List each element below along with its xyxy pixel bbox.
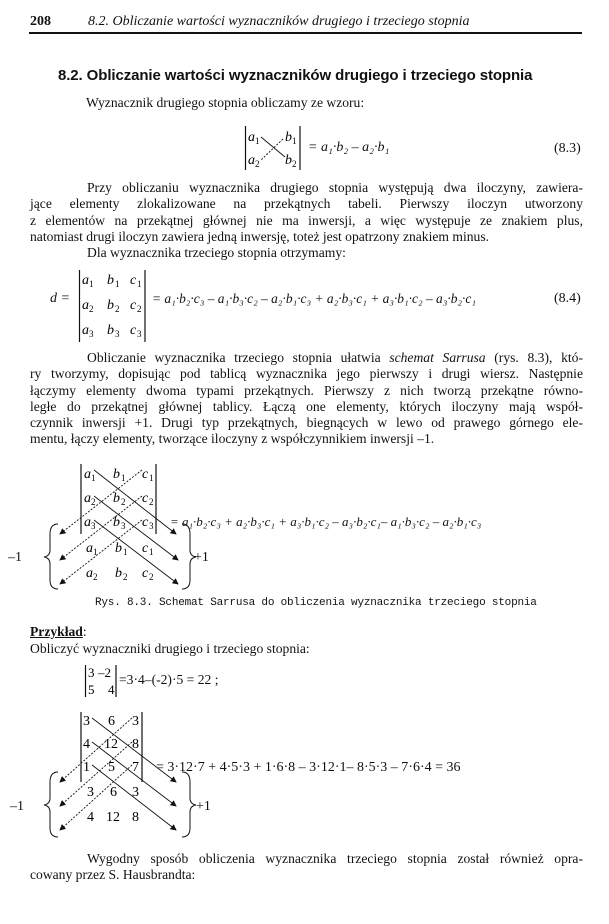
svg-text:5: 5 bbox=[88, 682, 95, 697]
svg-text:6: 6 bbox=[110, 785, 117, 800]
svg-text:1: 1 bbox=[149, 547, 154, 557]
eq-8-4-rhs: = a₁·b₂·c₃ – a₁·b₃·c₂ – a₂·b₁·c₃ + a₂·b₃·c₁ + a₃·b₁·c₂ – a₃·b₂·c₁ bbox=[152, 291, 476, 306]
svg-text:a: a bbox=[82, 298, 89, 313]
paragraph-1 bbox=[30, 180, 583, 261]
running-title: 8.2. Obliczanie wartości wyznaczników drugiego i trzeciego stopnia bbox=[88, 14, 470, 29]
sarrus-term: schemat Sarrusa bbox=[389, 350, 486, 365]
sarrus-plus-one-label: +1 bbox=[194, 550, 209, 565]
det3-formula-matrix bbox=[78, 268, 148, 344]
svg-text:2: 2 bbox=[149, 497, 154, 507]
section-title: 8.2. Obliczanie wartości wyznaczników drugiego i trzeciego stopnia bbox=[58, 67, 533, 84]
svg-text:3: 3 bbox=[121, 521, 126, 531]
svg-text:4: 4 bbox=[87, 810, 94, 825]
svg-text:b: b bbox=[115, 541, 122, 556]
svg-text:a: a bbox=[248, 130, 255, 145]
svg-text:3: 3 bbox=[115, 329, 120, 339]
closing-line: Wygodny sposób obliczenia wyznacznika trzeciego stopnia został również opra- bbox=[87, 851, 583, 866]
svg-text:8: 8 bbox=[132, 810, 139, 825]
paragraph-2-line: ległe do przekątnej głównej tablicy. Łączą one elementy, których iloczyny mają współ- bbox=[30, 398, 583, 414]
svg-text:2: 2 bbox=[93, 572, 98, 582]
svg-text:b: b bbox=[107, 298, 114, 313]
svg-text:4: 4 bbox=[83, 737, 90, 752]
svg-text:c: c bbox=[130, 323, 137, 338]
svg-text:2: 2 bbox=[149, 572, 154, 582]
svg-text:12: 12 bbox=[106, 810, 120, 825]
example-det3-result: = 3·12·7 + 4·5·3 + 1·6·8 – 3·12·1– 8·5·3 – 7·6·4 = 36 bbox=[156, 760, 461, 775]
svg-text:c: c bbox=[142, 491, 149, 506]
svg-text:a: a bbox=[82, 323, 89, 338]
paragraph-1-next: Dla wyznacznika trzeciego stopnia otrzymamy: bbox=[87, 245, 346, 261]
svg-text:4: 4 bbox=[108, 682, 115, 697]
svg-text:c: c bbox=[142, 467, 149, 482]
svg-text:a: a bbox=[82, 273, 89, 288]
example-prompt: Obliczyć wyznaczniki drugiego i trzeciego stopnia: bbox=[30, 641, 310, 656]
paragraph-2-line: łączymy elementy dwoma typami przekątnych. Pierwszy z nich tworzą przekątne równo- bbox=[30, 382, 583, 398]
svg-text:a: a bbox=[86, 566, 93, 581]
svg-text:b: b bbox=[285, 153, 292, 168]
svg-text:c: c bbox=[142, 515, 149, 530]
svg-text:1: 1 bbox=[115, 279, 120, 289]
svg-text:1: 1 bbox=[121, 473, 126, 483]
paragraph-1-line: Przy obliczaniu wyznacznika drugiego stopnia występują dwa iloczyny, zawiera- bbox=[87, 180, 583, 195]
sarrus-minus-one-label: –1 bbox=[8, 550, 22, 565]
svg-text:2: 2 bbox=[137, 304, 142, 314]
paragraph-1-line: z elementów na przekątnej głównej nie ma inwersji, a więc występuje ze znakiem plus, bbox=[30, 212, 583, 228]
svg-text:2: 2 bbox=[292, 159, 297, 169]
svg-text:7: 7 bbox=[132, 760, 139, 775]
svg-text:1: 1 bbox=[149, 473, 154, 483]
svg-text:–2: –2 bbox=[98, 665, 111, 680]
svg-text:2: 2 bbox=[115, 304, 120, 314]
page-number: 208 bbox=[30, 14, 51, 29]
svg-text:2: 2 bbox=[123, 572, 128, 582]
svg-text:a: a bbox=[86, 541, 93, 556]
svg-text:3: 3 bbox=[91, 521, 96, 531]
example-heading: Przykład: bbox=[30, 624, 87, 639]
svg-text:5: 5 bbox=[108, 760, 115, 775]
intro-text: Wyznacznik drugiego stopnia obliczamy ze wzoru: bbox=[86, 95, 365, 110]
svg-text:12: 12 bbox=[104, 737, 118, 752]
svg-text:3: 3 bbox=[89, 329, 94, 339]
svg-text:2: 2 bbox=[89, 304, 94, 314]
svg-text:1: 1 bbox=[93, 547, 98, 557]
paragraph-2-line: ry tworzymy, dopisując pod tablicą wyznacznika jego pierwszy i drugi wiersz. Następnie bbox=[30, 366, 583, 382]
svg-text:2: 2 bbox=[121, 497, 126, 507]
svg-text:1: 1 bbox=[83, 760, 90, 775]
eq-8-4-lhs: d = bbox=[50, 291, 70, 306]
svg-text:c: c bbox=[130, 298, 137, 313]
svg-text:6: 6 bbox=[108, 714, 115, 729]
svg-text:a: a bbox=[248, 153, 255, 168]
svg-text:3: 3 bbox=[132, 714, 139, 729]
svg-text:1: 1 bbox=[89, 279, 94, 289]
paragraph-1-line: natomiast drugi iloczyn zawiera jedną inwersję, toteż jest opatrzony znakiem minus. bbox=[30, 228, 490, 244]
paragraph-2-line: Obliczanie wyznacznika trzeciego stopnia ułatwia schemat Sarrusa (rys. 8.3), któ- bbox=[87, 350, 583, 365]
svg-text:b: b bbox=[107, 323, 114, 338]
svg-text:a: a bbox=[84, 491, 91, 506]
example-minus-one-label: –1 bbox=[10, 799, 24, 814]
svg-text:3: 3 bbox=[87, 785, 94, 800]
svg-text:2: 2 bbox=[255, 159, 260, 169]
figure-caption: Rys. 8.3. Schemat Sarrusa do obliczenia wyznacznika trzeciego stopnia bbox=[95, 597, 537, 609]
svg-text:a: a bbox=[84, 515, 91, 530]
closing-paragraph bbox=[30, 851, 583, 884]
header-rule bbox=[29, 32, 582, 34]
paragraph-2 bbox=[30, 350, 583, 448]
det2-formula-matrix bbox=[244, 124, 304, 172]
example-plus-one-label: +1 bbox=[196, 799, 211, 814]
eq-8-3-rhs: = a₁·b₂ – a₂·b₁ bbox=[308, 140, 390, 155]
svg-text:3: 3 bbox=[137, 329, 142, 339]
svg-text:b: b bbox=[107, 273, 114, 288]
svg-text:1: 1 bbox=[91, 473, 96, 483]
eq-8-4-number: (8.4) bbox=[554, 291, 581, 306]
svg-text:3: 3 bbox=[83, 714, 90, 729]
svg-text:b: b bbox=[285, 130, 292, 145]
svg-text:b: b bbox=[115, 566, 122, 581]
svg-text:b: b bbox=[113, 467, 120, 482]
svg-text:2: 2 bbox=[91, 497, 96, 507]
svg-text:3: 3 bbox=[149, 521, 154, 531]
paragraph-2-line: mentu, łączy elementy, tworzące iloczyny z współczynnikiem inwersji –1. bbox=[30, 431, 435, 447]
example-det2-matrix bbox=[84, 664, 118, 698]
paragraph-2-line: czynnik inwersji +1. Drugi typ przekątnych, biegnących w lewo od prawego górnego ele- bbox=[30, 415, 583, 431]
closing-line: cowany przez S. Hausbrandta: bbox=[30, 867, 196, 883]
svg-text:b: b bbox=[113, 515, 120, 530]
svg-text:c: c bbox=[142, 541, 149, 556]
svg-text:1: 1 bbox=[292, 136, 297, 146]
svg-text:b: b bbox=[113, 491, 120, 506]
paragraph-1-line: jące elementy zlokalizowane na przekątnych tabeli. Pierwszy iloczyn utworzony bbox=[30, 196, 583, 212]
svg-text:a: a bbox=[84, 467, 91, 482]
svg-text:1: 1 bbox=[255, 136, 260, 146]
eq-8-3-number: (8.3) bbox=[554, 141, 581, 156]
svg-text:1: 1 bbox=[123, 547, 128, 557]
svg-text:c: c bbox=[142, 566, 149, 581]
example-det2-result: =3·4–(-2)·5 = 22 ; bbox=[119, 672, 219, 687]
svg-text:3: 3 bbox=[88, 665, 95, 680]
svg-text:8: 8 bbox=[132, 737, 139, 752]
svg-text:3: 3 bbox=[132, 785, 139, 800]
svg-text:1: 1 bbox=[137, 279, 142, 289]
sarrus-expansion: = a₁·b₂·c₃ + a₂·b₃·c₁ + a₃·b₁·c₂ – a₃·b₂·c₁– a₁·b₃·c₂ – a₂·b₁·c₃ bbox=[170, 514, 482, 529]
svg-text:c: c bbox=[130, 273, 137, 288]
